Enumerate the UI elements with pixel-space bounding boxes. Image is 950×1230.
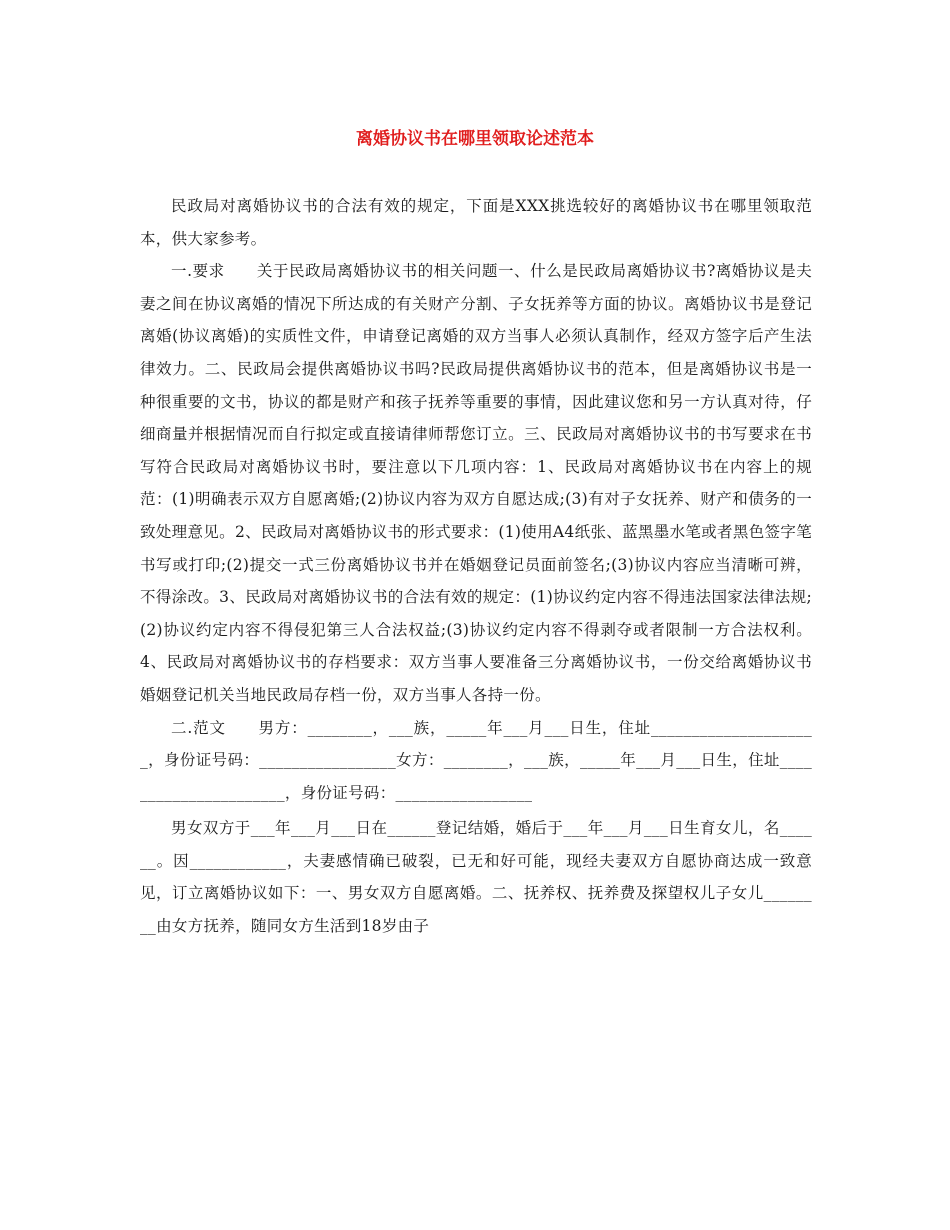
intro-paragraph: 民政局对离婚协议书的合法有效的规定，下面是XXX挑选较好的离婚协议书在哪里领取范本，供大家参考。 [140,197,812,248]
document-body [140,190,812,943]
document-title: 离婚协议书在哪里领取论述范本 [356,129,594,149]
template-header-paragraph: 二.范文 男方：________，___族，_____年___月___日生，住址_____________________，身份证号码：_________________女方：________，___族，_____年___月___日生，住址______________________，身份证号码：_________________ [140,718,812,802]
requirements-paragraph: 一.要求 关于民政局离婚协议书的相关问题一、什么是民政局离婚协议书?离婚协议是夫妻之间在协议离婚的情况下所达成的有关财产分割、子女抚养等方面的协议。离婚协议书是登记离婚(协议离婚)的实质性文件，申请登记离婚的双方当事人必须认真制作，经双方签字后产生法律效力。二、民政局会提供离婚协议书吗?民政局提供离婚协议书的范本，但是离婚协议书是一种很重要的文书，协议的都是财产和孩子抚养等重要的事情，因此建议您和另一方认真对待，仔细商量并根据情况而自行拟定或直接请律师帮您订立。三、民政局对离婚协议书的书写要求在书写符合民政局对离婚协议书时，要注意以下几项内容：1、民政局对离婚协议书在内容上的规范：(1)明确表示双方自愿离婚;(2)协议内容为双方自愿达成;(3)有对子女抚养、财产和债务的一致处理意见。2、民政局对离婚协议书的形式要求：(1)使用A4纸张、蓝黑墨水笔或者黑色签字笔书写或打印;(2)提交一式三份离婚协议书并在婚姻登记员面前签名;(3)协议内容应当清晰可辨，不得涂改。3、民政局对离婚协议书的合法有效的规定：(1)协议约定内容不得违法国家法律法规;(2)协议约定内容不得侵犯第三人合法权益;(3)协议约定内容不得剥夺或者限制一方合法权利。4、民政局对离婚协议书的存档要求：双方当事人要准备三分离婚协议书，一份交给离婚协议书婚姻登记机关当地民政局存档一份，双方当事人各持一份。 [140,262,812,704]
template-body-paragraph: 男女双方于___年___月___日在______登记结婚，婚后于___年___月___日生育女儿，名______。因____________，夫妻感情确已破裂，已无和好可能，现经夫妻双方自愿协商达成一致意见，订立离婚协议如下：一、男女双方自愿离婚。二、抚养权、抚养费及探望权儿子女儿________由女方抚养，随同女方生活到18岁由子 [140,819,812,936]
